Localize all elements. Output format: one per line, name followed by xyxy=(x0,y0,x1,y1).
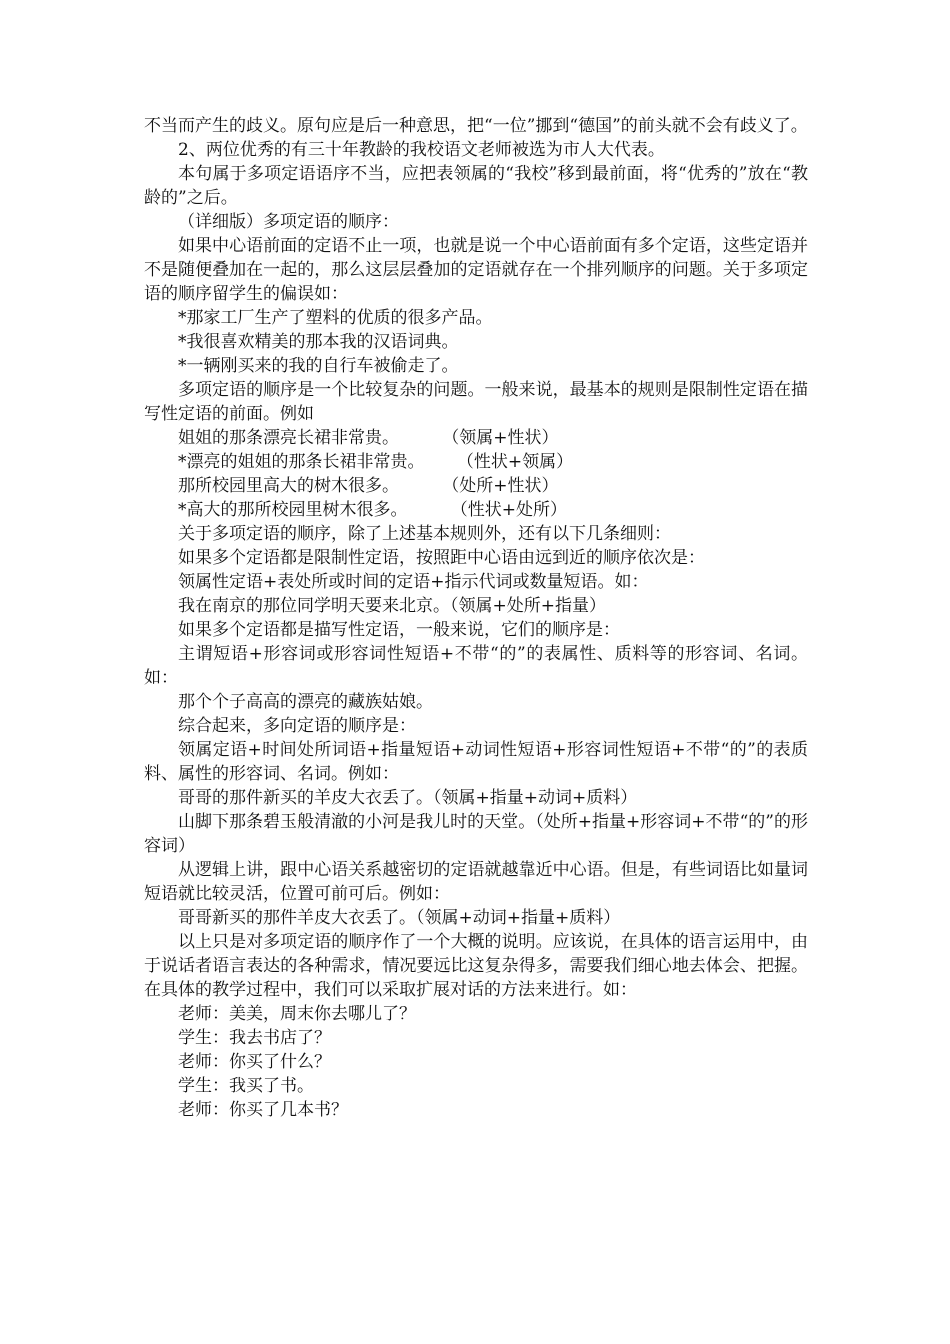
example-sentence: 山脚下那条碧玉般清澈的小河是我儿时的天堂。（处所+指量+形容词+不带“的”的形容词） xyxy=(144,812,808,856)
paragraph: 以上只是对多项定语的顺序作了一个大概的说明。应该说，在具体的语言运用中，由于说话者语言表达的各种需求，情况要远比这复杂得多，需要我们细心地去体会、把握。在具体的教学过程中，我们可以采取扩展对话的方法来进行。如： xyxy=(144,932,808,1000)
paragraph: 综合起来，多向定语的顺序是： xyxy=(178,716,416,736)
dialogue-line: 学生：我买了书。 xyxy=(178,1076,314,1096)
example-sentence: *那家工厂生产了塑料的优质的很多产品。 xyxy=(178,308,493,328)
paragraph: 本句属于多项定语语序不当，应把表领属的“我校”移到最前面，将“优秀的”放在“教龄的”之后。 xyxy=(144,164,808,208)
paragraph: 如果中心语前面的定语不止一项，也就是说一个中心语前面有多个定语，这些定语并不是随便叠加在一起的，那么这层层叠加的定语就存在一个排列顺序的问题。关于多项定语的顺序留学生的偏误如： xyxy=(144,236,808,304)
example-sentence: 那个个子高高的漂亮的藏族姑娘。 xyxy=(178,692,433,712)
paragraph: 关于多项定语的顺序，除了上述基本规则外，还有以下几条细则： xyxy=(178,524,671,544)
paragraph: 多项定语的顺序是一个比较复杂的问题。一般来说，最基本的规则是限制性定语在描写性定语的前面。例如 xyxy=(144,380,808,424)
example-sentence: *高大的那所校园里树木很多。 （性状+处所） xyxy=(178,500,567,520)
example-sentence: *漂亮的姐姐的那条长裙非常贵。 （性状+领属） xyxy=(178,452,574,472)
paragraph: 领属性定语+表处所或时间的定语+指示代词或数量短语。如： xyxy=(178,572,649,592)
dialogue-line: 老师：美美，周末你去哪儿了？ xyxy=(178,1004,416,1024)
paragraph: 从逻辑上讲，跟中心语关系越密切的定语就越靠近中心语。但是，有些词语比如量词短语就比较灵活，位置可前可后。例如： xyxy=(144,860,808,904)
example-sentence: 哥哥的那件新买的羊皮大衣丢了。（领属+指量+动词+质料） xyxy=(178,788,638,808)
paragraph: 领属定语+时间处所词语+指量短语+动词性短语+形容词性短语+不带“的”的表质料、属性的形容词、名词。例如： xyxy=(144,740,808,784)
paragraph: 主谓短语+形容词或形容词性短语+不带“的”的表属性、质料等的形容词、名词。如： xyxy=(144,644,808,688)
paragraph: 不当而产生的歧义。原句应是后一种意思，把“一位”挪到“德国”的前头就不会有歧义了。 xyxy=(144,116,808,136)
example-sentence: *一辆刚买来的我的自行车被偷走了。 xyxy=(178,356,459,376)
paragraph: 如果多个定语都是限制性定语，按照距中心语由远到近的顺序依次是： xyxy=(178,548,705,568)
example-sentence: 哥哥新买的那件羊皮大衣丢了。（领属+动词+指量+质料） xyxy=(178,908,621,928)
example-sentence: 那所校园里高大的树木很多。 （处所+性状） xyxy=(178,476,559,496)
section-heading: （详细版）多项定语的顺序： xyxy=(178,212,399,232)
dialogue-line: 老师：你买了几本书？ xyxy=(178,1100,348,1120)
dialogue-line: 老师：你买了什么？ xyxy=(178,1052,331,1072)
example-sentence: 我在南京的那位同学明天要来北京。（领属+处所+指量） xyxy=(178,596,606,616)
document-body xyxy=(144,114,808,1122)
dialogue-line: 学生：我去书店了？ xyxy=(178,1028,331,1048)
example-sentence: *我很喜欢精美的那本我的汉语词典。 xyxy=(178,332,459,352)
example-sentence: 姐姐的那条漂亮长裙非常贵。 （领属+性状） xyxy=(178,428,559,448)
paragraph: 2、两位优秀的有三十年教龄的我校语文老师被选为市人大代表。 xyxy=(178,140,665,160)
paragraph: 如果多个定语都是描写性定语，一般来说，它们的顺序是： xyxy=(178,620,620,640)
